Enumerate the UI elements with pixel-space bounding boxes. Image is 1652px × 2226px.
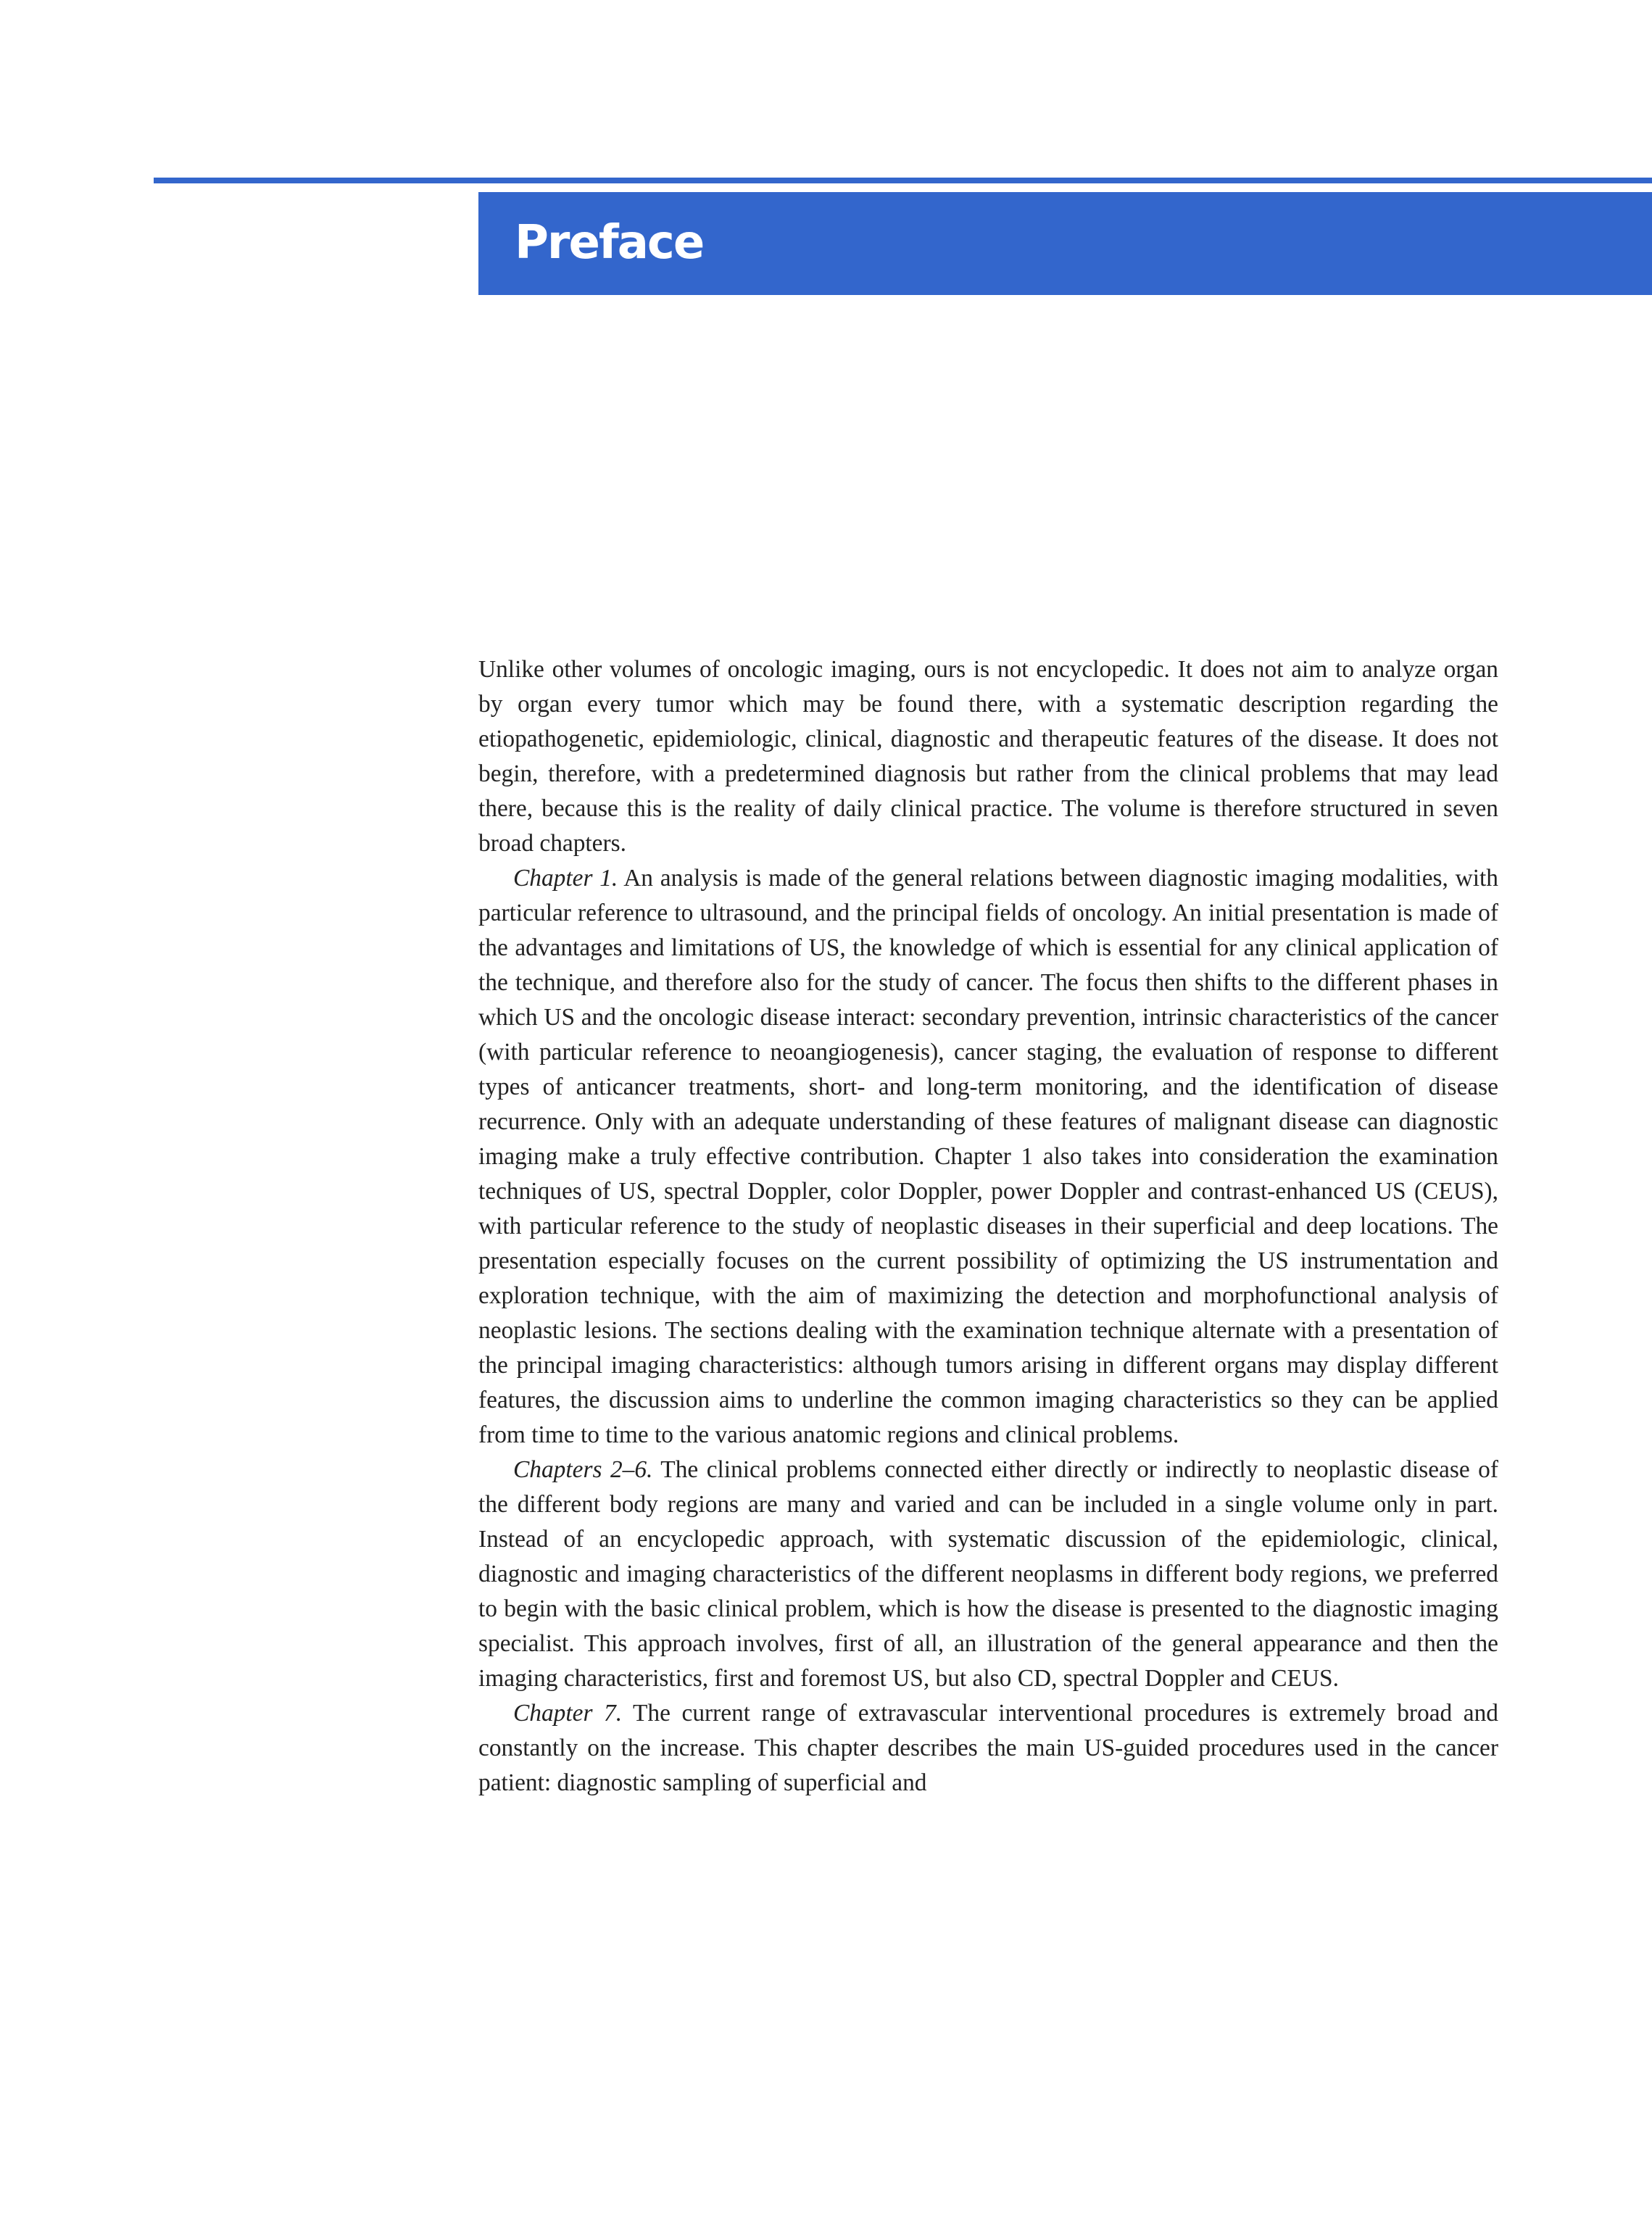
header-rule — [154, 178, 1652, 183]
paragraph-lead: Chapter 7. — [513, 1700, 623, 1727]
paragraph-chapters-2-6 — [478, 1453, 1498, 1696]
paragraph-chapter-1 — [478, 861, 1498, 1453]
paragraph-chapter-7 — [478, 1696, 1498, 1801]
paragraph-text: The current range of extravascular interventional procedures is extremely broad and constantly on the increase. This chapter describes the main US-guided procedures used in the cancer patient: diagnostic sampling of superficial and — [478, 1700, 1498, 1796]
preface-body — [478, 652, 1498, 1801]
paragraph-text: The clinical problems connected either directly or indirectly to neoplastic disease of the different body regions are many and varied and can be included in a single volume only in part. Instead of an encyclopedic approach, with systematic discussion of the epidemiologic, clinical, diagnostic and imaging characteristics of the different neoplasms in different body regions, we preferred to begin with the basic clinical problem, which is how the disease is presented to the diagnostic imaging specialist. This approach involves, first of all, an illustration of the general appearance and then the imaging characteristics, first and foremost US, but also CD, spectral Doppler and CEUS. — [478, 1456, 1498, 1692]
paragraph-intro: Unlike other volumes of oncologic imaging, ours is not encyclopedic. It does not aim to analyze organ by organ every tumor which may be found there, with a systematic description regarding the etiopathogenetic, epidemiologic, clinical, diagnostic and therapeutic features of the disease. It does not begin, therefore, with a predetermined diagnosis but rather from the clinical problems that may lead there, because this is the reality of daily clinical practice. The volume is therefore structured in seven broad chapters. — [478, 656, 1498, 857]
paragraph-text: An analysis is made of the general relations between diagnostic imaging modalities, with particular reference to ultrasound, and the principal fields of oncology. An initial presentation is made of the advantages and limitations of US, the knowledge of which is essential for any clinical application of the technique, and therefore also for the study of cancer. The focus then shifts to the different phases in which US and the oncologic disease interact: secondary prevention, intrinsic characteristics of the cancer (with particular reference to neoangiogenesis), cancer staging, the evaluation of response to different types of anticancer treatments, short- and long-term monitoring, and the identification of disease recurrence. Only with an adequate understanding of these features of malignant disease can diagnostic imaging make a truly effective contribution. Chapter 1 also takes into consideration the examination techniques of US, spectral Doppler, color Doppler, power Doppler and contrast-enhanced US (CEUS), with particular reference to the study of neoplastic diseases in their superficial and deep locations. The presentation especially focuses on the current possibility of optimizing the US instrumentation and exploration technique, with the aim of maximizing the detection and morphofunctional analysis of neoplastic lesions. The sections dealing with the examination technique alternate with a presentation of the principal imaging characteristics: although tumors arising in different organs may display different features, the discussion aims to underline the common imaging characteristics so they can be applied from time to time to the various anatomic regions and clinical problems. — [478, 865, 1498, 1448]
paragraph-lead: Chapter 1. — [513, 865, 618, 892]
page-title: Preface — [515, 216, 704, 270]
paragraph-lead: Chapters 2–6. — [513, 1456, 653, 1483]
title-banner — [478, 192, 1652, 295]
